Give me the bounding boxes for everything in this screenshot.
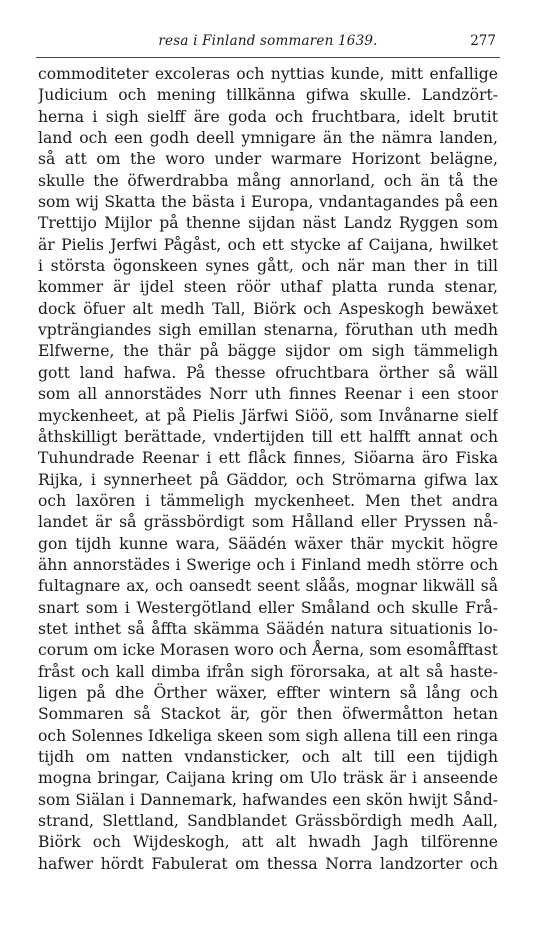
- text-line: i största ögonskeen synes gått, och när man ther in till: [38, 257, 498, 276]
- text-line: Rijka, i synnerheet på Gäddor, och Strömarna gifwa lax: [38, 470, 498, 489]
- text-line: som all annorstädes Norr uth finnes Reenar i een stoor: [38, 385, 498, 404]
- text-line: corum om icke Morasen woro och Åerna, som esomåfftast: [38, 641, 498, 660]
- text-line: mogna bringar, Caijana kring om Ulo träsk är i anseende: [38, 769, 498, 788]
- text-line: skulle the öfwerdrabba mång annorland, och än tå the: [38, 171, 498, 190]
- text-line: kommer är ijdel steen röör uthaf platta runda stenar,: [38, 278, 498, 297]
- text-line: myckenheet, at på Pielis Järfwi Siöö, som Invånarne sielf: [38, 406, 498, 425]
- text-line: vpträngiandes sigh emillan stenarna, föruthan uth medh: [38, 321, 498, 340]
- page-number: 277: [470, 33, 496, 49]
- text-line: tijdh om natten vndansticker, och alt till een tijdigh: [38, 748, 498, 766]
- text-line: och laxören i tämmeligh myckenheet. Men thet andra: [38, 491, 498, 510]
- text-line: gott land hafwa. På thesse ofruchtbara örther så wäll: [38, 363, 498, 382]
- text-line: dock öfuer alt medh Tall, Biörk och Aspeskogh bewäxet: [38, 299, 498, 318]
- text-line: stet inthet så åffta skämma Säädén natura situationis lo-: [38, 619, 498, 638]
- text-line: herna i sigh sielff äre goda och fruchtbara, idelt brutit: [38, 107, 498, 126]
- text-line: Biörk och Wijdeskogh, att alt hwadh Jagh tilförenne: [38, 833, 498, 852]
- running-head: [36, 33, 500, 53]
- body-text: [38, 64, 498, 875]
- text-line: fultagnare ax, och oansedt seent slåås, mognar likwäll så: [38, 577, 498, 596]
- text-line: så att om the woro under warmare Horizont belägne,: [38, 150, 498, 169]
- text-line: som wij Skatta the bästa i Europa, vndantagandes på een: [38, 193, 498, 212]
- text-line: landet är så grässbördigt som Hålland eller Pryssen nå-: [38, 513, 498, 532]
- running-title: resa i Finland sommaren 1639.: [158, 33, 378, 49]
- text-line: snart som i Westergötland eller Småland och skulle Frå-: [38, 598, 498, 617]
- text-line: är Pielis Jerfwi Pågåst, och ett stycke af Caijana, hwilket: [38, 235, 498, 254]
- text-line: åthskilligt berättade, vndertijden till ett halfft annat och: [38, 427, 498, 446]
- text-line: Sommaren så Stackot är, gör then öfwermåtton hetan: [38, 705, 498, 724]
- text-line: Elfwerne, the thär på bägge sijdor om sigh tämmeligh: [38, 342, 498, 361]
- text-line: ligen på dhe Örther wäxer, effter wintern så lång och: [38, 683, 498, 702]
- text-line: gon tijdh kunne wara, Säädén wäxer thär myckit högre: [38, 534, 498, 553]
- text-line: land och een godh deell ymnigare än the nämra landen,: [38, 129, 498, 148]
- text-line: hafwer hördt Fabulerat om thessa Norra landzorter och: [38, 854, 498, 873]
- text-line: strand, Slettland, Sandblandet Grässbördigh medh Aall,: [38, 812, 498, 831]
- text-line: ähn annorstädes i Swerige och i Finland medh större och: [38, 555, 498, 574]
- text-line: Trettijo Mijlor på thenne sijdan näst Landz Ryggen som: [38, 214, 498, 233]
- text-line: Judicium och mening tillkänna gifwa skulle. Landzört-: [38, 86, 498, 105]
- text-line: fråst och kall dimba ifrån sigh förorsaka, at alt så haste-: [38, 662, 498, 681]
- header-rule: [36, 57, 500, 58]
- text-line: Tuhundrade Reenar i ett flåck finnes, Siöarna äro Fiska: [38, 449, 498, 468]
- text-line: som Siälan i Dannemark, hafwandes een skön hwijt Sånd-: [38, 790, 498, 809]
- text-line: och Solennes Idkeliga skeen som sigh allena till een ringa: [38, 726, 498, 745]
- text-line: commoditeter excoleras och nyttias kunde, mitt enfallige: [38, 65, 498, 83]
